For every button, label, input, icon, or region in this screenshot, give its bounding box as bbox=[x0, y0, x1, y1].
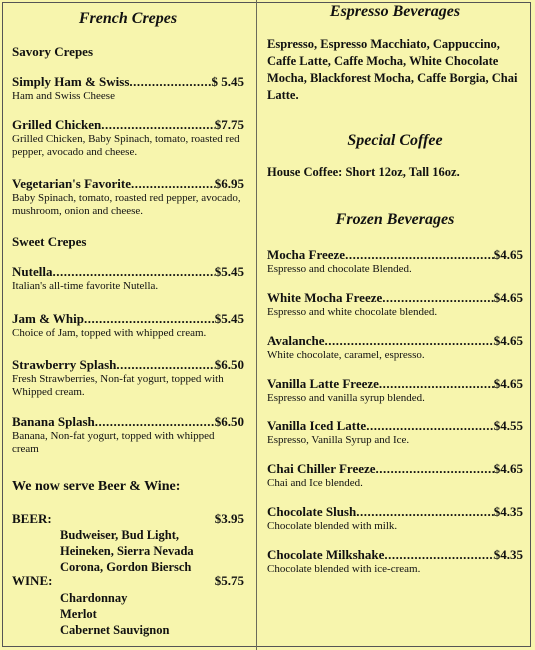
item-name: White Mocha Freeze bbox=[267, 290, 383, 305]
item-price: $4.55 bbox=[493, 418, 523, 433]
sweet-crepes-heading: Sweet Crepes bbox=[12, 234, 87, 249]
item-name: Banana Splash bbox=[12, 414, 95, 429]
item-price: $6.50 bbox=[214, 414, 244, 429]
list-item: Corona, Gordon Biersch bbox=[60, 560, 192, 574]
beer-price: $3.95 bbox=[214, 511, 244, 526]
item-desc: Grilled Chicken, Baby Spinach, tomato, roasted red pepper, avocado and cheese. bbox=[12, 133, 240, 158]
item-desc: Baby Spinach, tomato, roasted red pepper, avocado, mushroom, onion and cheese. bbox=[12, 192, 241, 217]
savory-crepes-heading: Savory Crepes bbox=[12, 44, 94, 59]
beer-row bbox=[12, 511, 244, 527]
espresso-list: Espresso, Espresso Macchiato, Cappuccino, Caffe Latte, Caffe Mocha, White Chocolate Mocha, Blackforest Mocha, Caffe Borgia, Chai Latte. bbox=[267, 37, 518, 102]
menu-item bbox=[267, 333, 523, 362]
item-price: $ 5.45 bbox=[211, 74, 244, 89]
item-desc: Espresso and white chocolate blended. bbox=[267, 306, 438, 318]
item-desc: White chocolate, caramel, espresso. bbox=[267, 349, 425, 361]
item-price: $4.65 bbox=[493, 290, 523, 305]
house-coffee-text: House Coffee: Short 12oz, Tall 16oz. bbox=[267, 165, 460, 179]
french-crepes-title: French Crepes bbox=[78, 10, 178, 27]
list-item: Budweiser, Bud Light, bbox=[60, 528, 180, 542]
item-desc: Espresso and vanilla syrup blended. bbox=[267, 392, 425, 404]
item-price: $4.35 bbox=[493, 547, 523, 562]
list-item: Chardonnay bbox=[60, 591, 128, 605]
item-name: Mocha Freeze bbox=[267, 247, 346, 262]
item-desc: Italian's all-time favorite Nutella. bbox=[12, 280, 159, 292]
beer-list bbox=[12, 527, 292, 575]
item-desc: Espresso, Vanilla Syrup and Ice. bbox=[267, 434, 410, 446]
wine-row bbox=[12, 573, 244, 589]
list-item: Merlot bbox=[60, 607, 97, 621]
item-desc: Banana, Non-fat yogurt, topped with whipped cream bbox=[12, 430, 215, 455]
item-name: Grilled Chicken bbox=[12, 117, 102, 132]
item-name: Chocolate Milkshake bbox=[267, 547, 385, 562]
item-price: $6.95 bbox=[214, 176, 244, 191]
list-item: Cabernet Sauvignon bbox=[60, 623, 170, 637]
item-price: $4.65 bbox=[493, 376, 523, 391]
item-name: Chocolate Slush bbox=[267, 504, 357, 519]
item-price: $4.65 bbox=[493, 247, 523, 262]
menu-item bbox=[267, 290, 523, 319]
item-desc: Chocolate blended with milk. bbox=[267, 520, 398, 532]
menu-item bbox=[267, 376, 523, 405]
menu-item bbox=[12, 357, 244, 399]
special-coffee-title: Special Coffee bbox=[347, 132, 443, 149]
espresso-title: Espresso Beverages bbox=[329, 3, 461, 20]
wine-price: $5.75 bbox=[214, 573, 244, 588]
item-price: $4.35 bbox=[493, 504, 523, 519]
item-price: $5.45 bbox=[214, 311, 244, 326]
menu-item bbox=[12, 117, 244, 159]
menu-item bbox=[267, 461, 523, 490]
item-price: $5.45 bbox=[214, 264, 244, 279]
menu-item bbox=[12, 414, 244, 456]
item-name: Nutella bbox=[12, 264, 53, 279]
item-desc: Chai and Ice blended. bbox=[267, 477, 363, 489]
wine-label: WINE: bbox=[12, 573, 53, 588]
beer-label: BEER: bbox=[12, 511, 52, 526]
menu-item bbox=[267, 504, 523, 533]
item-price: $4.65 bbox=[493, 333, 523, 348]
menu-item bbox=[267, 547, 523, 576]
item-desc: Chocolate blended with ice-cream. bbox=[267, 563, 421, 575]
item-name: Vanilla Iced Latte bbox=[267, 418, 367, 433]
item-desc: Ham and Swiss Cheese bbox=[12, 90, 115, 102]
item-name: Vegetarian's Favorite bbox=[12, 176, 132, 191]
item-desc: Espresso and chocolate Blended. bbox=[267, 263, 412, 275]
item-name: Vanilla Latte Freeze bbox=[267, 376, 379, 391]
menu-item bbox=[12, 311, 244, 340]
beer-wine-heading: We now serve Beer & Wine: bbox=[12, 479, 181, 494]
menu-item bbox=[267, 247, 523, 276]
frozen-title: Frozen Beverages bbox=[335, 211, 455, 228]
menu-item bbox=[12, 176, 244, 218]
list-item: Heineken, Sierra Nevada bbox=[60, 544, 194, 558]
item-name: Avalanche bbox=[267, 333, 325, 348]
item-price: $6.50 bbox=[214, 357, 244, 372]
item-name: Strawberry Splash bbox=[12, 357, 117, 372]
item-name: Simply Ham & Swiss bbox=[12, 74, 130, 89]
item-name: Jam & Whip bbox=[12, 311, 84, 326]
menu-item bbox=[12, 74, 244, 103]
menu-item bbox=[12, 264, 244, 293]
menu-item bbox=[267, 418, 523, 447]
wine-list bbox=[12, 590, 292, 638]
item-price: $4.65 bbox=[493, 461, 523, 476]
item-price: $7.75 bbox=[214, 117, 244, 132]
item-desc: Fresh Strawberries, Non-fat yogurt, topped with Whipped cream. bbox=[12, 373, 224, 398]
item-name: Chai Chiller Freeze bbox=[267, 461, 376, 476]
item-desc: Choice of Jam, topped with whipped cream. bbox=[12, 327, 207, 339]
